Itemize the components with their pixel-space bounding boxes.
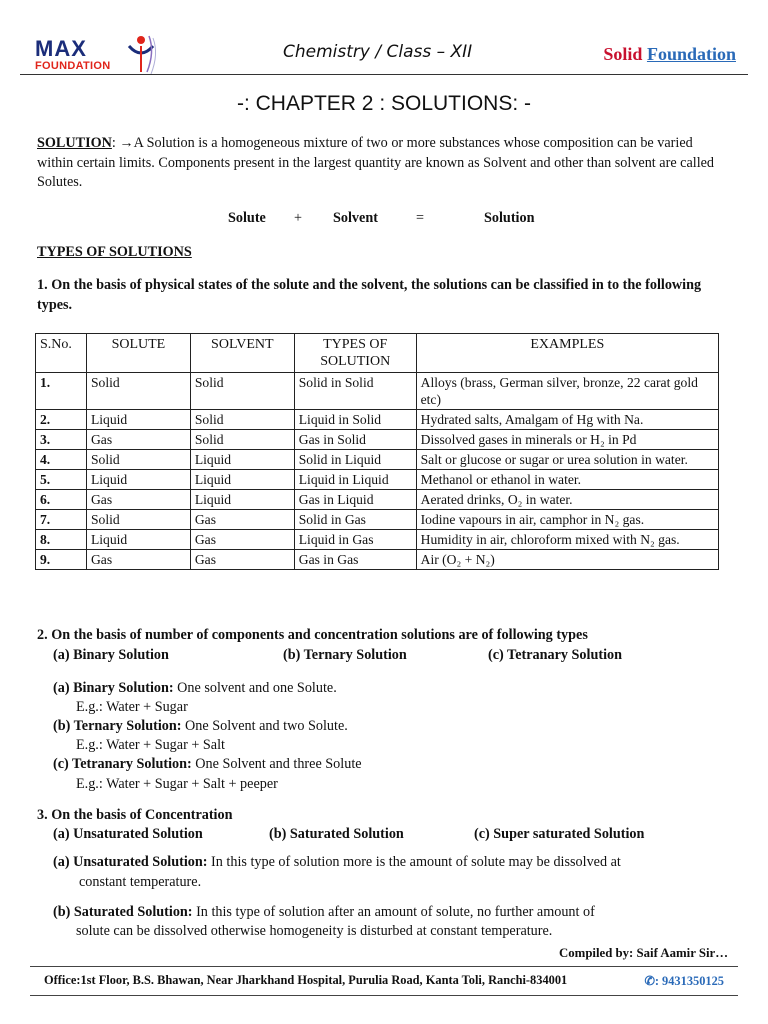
header-rule [20, 74, 748, 75]
cell-solvent: Gas [190, 530, 294, 550]
binary-text: One solvent and one Solute. [173, 680, 337, 696]
ternary-example: E.g.: Water + Sugar + Salt [76, 737, 225, 753]
cell-example: Humidity in air, chloroform mixed with N₂ gas. [416, 530, 718, 550]
basis-2-heading: 2. On the basis of number of components and concentration solutions are of following types [37, 627, 588, 643]
cell-type: Solid in Gas [294, 510, 416, 530]
solution-arrow: : → [111, 135, 134, 151]
equation-equals: = [416, 210, 425, 226]
cell-sno: 7. [36, 510, 87, 530]
cell-type: Gas in Liquid [294, 490, 416, 510]
binary-def [53, 679, 337, 698]
col-header-solute: SOLUTE [86, 334, 190, 373]
tetranary-label: (c) Tetranary Solution: [53, 756, 192, 772]
logo-figure-icon [121, 32, 161, 76]
cell-type: Solid in Liquid [294, 450, 416, 470]
page-footer [30, 966, 738, 996]
binary-example: E.g.: Water + Sugar [76, 699, 188, 715]
tetranary-example: E.g.: Water + Sugar + Salt + peeper [76, 776, 278, 792]
cell-solute: Solid [86, 510, 190, 530]
cell-example: Hydrated salts, Amalgam of Hg with Na. [416, 410, 718, 430]
cell-solute: Liquid [86, 530, 190, 550]
saturated-label: (b) Saturated Solution: [53, 904, 193, 920]
cell-solvent: Gas [190, 550, 294, 570]
col-header-solvent: SOLVENT [190, 334, 294, 373]
brand-name [603, 44, 736, 65]
cell-solvent: Solid [190, 410, 294, 430]
equation-solute: Solute [228, 210, 266, 226]
basis-2-option-a: (a) Binary Solution [53, 647, 169, 663]
ternary-label: (b) Ternary Solution: [53, 718, 182, 734]
cell-solvent: Gas [190, 510, 294, 530]
unsaturated-label: (a) Unsaturated Solution: [53, 854, 208, 870]
equation-solution: Solution [484, 210, 535, 226]
cell-solute: Liquid [86, 470, 190, 490]
table-row [36, 530, 719, 550]
cell-solute: Gas [86, 490, 190, 510]
cell-type: Liquid in Solid [294, 410, 416, 430]
cell-solvent: Solid [190, 430, 294, 450]
subject-title: Chemistry / Class – XII [283, 42, 473, 62]
solution-text: A Solution is a homogeneous mixture of two or more substances whose composition can be varied within certain limits. Components present in the largest quantity are known as Solvent and other than solvent are called Solutes. [37, 135, 715, 190]
cell-type: Gas in Solid [294, 430, 416, 450]
brand-word-solid: Solid [603, 44, 643, 64]
cell-type: Solid in Solid [294, 373, 416, 410]
basis-3-option-a: (a) Unsaturated Solution [53, 826, 203, 842]
table-row [36, 450, 719, 470]
ternary-def [53, 717, 348, 736]
solution-definition [37, 134, 732, 193]
cell-solvent: Solid [190, 373, 294, 410]
cell-solute: Gas [86, 430, 190, 450]
basis-1-heading: 1. On the basis of physical states of the solute and the solvent, the solutions can be classified in to the following types. [37, 277, 702, 313]
table-row [36, 470, 719, 490]
tetranary-def [53, 755, 362, 774]
cell-sno: 3. [36, 430, 87, 450]
cell-solute: Liquid [86, 410, 190, 430]
tetranary-text: One Solvent and three Solute [191, 756, 362, 772]
unsaturated-def [53, 853, 621, 872]
cell-type: Gas in Gas [294, 550, 416, 570]
table-row [36, 430, 719, 450]
logo-text-bottom: FOUNDATION [35, 60, 111, 72]
basis-2-option-b: (b) Ternary Solution [283, 647, 407, 663]
cell-sno: 4. [36, 450, 87, 470]
logo-text-top: MAX [35, 36, 87, 61]
basis-3-option-c: (c) Super saturated Solution [474, 826, 645, 842]
solution-term: SOLUTION [37, 135, 112, 151]
table-row [36, 373, 719, 410]
table-row [36, 510, 719, 530]
basis-3-heading: 3. On the basis of Concentration [37, 807, 233, 823]
page-header [0, 0, 768, 86]
cell-sno: 5. [36, 470, 87, 490]
saturated-text-cont: solute can be dissolved otherwise homogeneity is disturbed at constant temperature. [76, 923, 553, 939]
cell-sno: 6. [36, 490, 87, 510]
cell-solute: Solid [86, 450, 190, 470]
cell-sno: 8. [36, 530, 87, 550]
chapter-title: -: CHAPTER 2 : SOLUTIONS: - [236, 92, 532, 115]
solutions-table [35, 333, 719, 570]
cell-solute: Solid [86, 373, 190, 410]
saturated-text: In this type of solution after an amount of solute, no further amount of [192, 904, 595, 920]
table-header-row [36, 334, 719, 373]
cell-type: Liquid in Gas [294, 530, 416, 550]
table-row [36, 410, 719, 430]
cell-example: Alloys (brass, German silver, bronze, 22 carat gold etc) [416, 373, 718, 410]
basis-3-option-b: (b) Saturated Solution [269, 826, 404, 842]
cell-sno: 2. [36, 410, 87, 430]
binary-label: (a) Binary Solution: [53, 680, 174, 696]
cell-solvent: Liquid [190, 470, 294, 490]
office-address: Office:1st Floor, B.S. Bhawan, Near Jharkhand Hospital, Purulia Road, Kanta Toli, Ranchi-834001 [44, 973, 568, 987]
cell-example: Aerated drinks, O₂ in water. [416, 490, 718, 510]
saturated-def [53, 903, 595, 922]
cell-solvent: Liquid [190, 490, 294, 510]
cell-example: Salt or glucose or sugar or urea solution in water. [416, 450, 718, 470]
equation-plus: + [294, 210, 303, 226]
cell-example: Air (O₂ + N₂) [416, 550, 718, 570]
ternary-text: One Solvent and two Solute. [181, 718, 348, 734]
unsaturated-text: In this type of solution more is the amount of solute may be dissolved at [207, 854, 621, 870]
cell-solvent: Liquid [190, 450, 294, 470]
cell-sno: 1. [36, 373, 87, 410]
cell-example: Dissolved gases in minerals or H₂ in Pd [416, 430, 718, 450]
brand-word-foundation: Foundation [646, 44, 736, 64]
table-row [36, 490, 719, 510]
col-header-sno: S.No. [36, 334, 87, 373]
col-header-examples: EXAMPLES [416, 334, 718, 373]
equation-solvent: Solvent [333, 210, 378, 226]
basis-2-option-c: (c) Tetranary Solution [488, 647, 622, 663]
cell-type: Liquid in Liquid [294, 470, 416, 490]
cell-example: Iodine vapours in air, camphor in N₂ gas. [416, 510, 718, 530]
cell-example: Methanol or ethanol in water. [416, 470, 718, 490]
col-header-type: TYPES OF SOLUTION [294, 334, 416, 373]
compiled-by: Compiled by: Saif Aamir Sir… [559, 946, 728, 960]
cell-sno: 9. [36, 550, 87, 570]
types-heading: TYPES OF SOLUTIONS [37, 244, 192, 260]
unsaturated-text-cont: constant temperature. [79, 874, 202, 890]
phone-number: ✆: 9431350125 [644, 974, 724, 988]
cell-solute: Gas [86, 550, 190, 570]
table-row [36, 550, 719, 570]
